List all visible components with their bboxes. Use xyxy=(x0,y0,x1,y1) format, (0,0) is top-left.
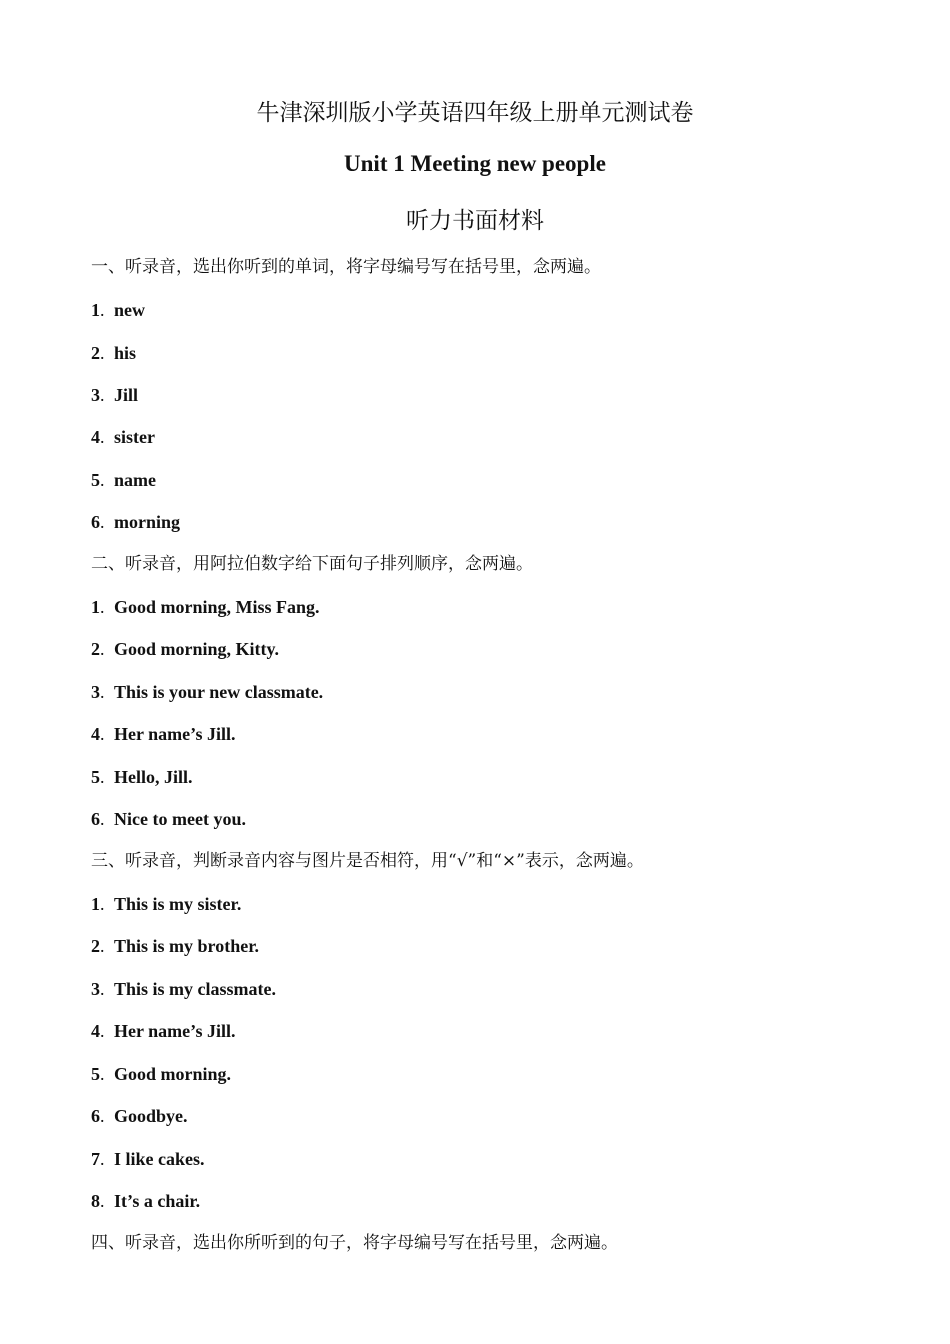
item-text: This is my sister. xyxy=(114,894,242,914)
document-title-cn: 牛津深圳版小学英语四年级上册单元测试卷 xyxy=(256,100,694,126)
list-item xyxy=(91,1019,235,1043)
list-item xyxy=(91,468,156,492)
item-text: Goodbye. xyxy=(114,1106,188,1126)
list-item xyxy=(91,1189,200,1213)
item-separator: . xyxy=(100,936,105,956)
item-number: 6 xyxy=(91,1106,100,1126)
item-number: 3 xyxy=(91,385,100,405)
list-item xyxy=(91,977,276,1001)
item-separator: . xyxy=(100,385,105,405)
item-number: 4 xyxy=(91,1021,100,1041)
item-number: 1 xyxy=(91,894,100,914)
list-item xyxy=(91,425,155,449)
item-text: Nice to meet you. xyxy=(114,809,246,829)
list-item xyxy=(91,595,320,619)
item-text: It’s a chair. xyxy=(114,1191,201,1211)
item-separator: . xyxy=(100,1149,105,1169)
item-separator: . xyxy=(100,682,105,702)
item-number: 5 xyxy=(91,767,100,787)
section-heading-4: 四、听录音，选出你所听到的句子，将字母编号写在括号里，念两遍。 xyxy=(91,1233,618,1253)
item-number: 4 xyxy=(91,427,100,447)
item-text: Good morning, Kitty. xyxy=(114,639,280,659)
item-separator: . xyxy=(100,1106,105,1126)
list-item xyxy=(91,1062,231,1086)
item-separator: . xyxy=(100,639,105,659)
item-separator: . xyxy=(100,597,105,617)
list-item xyxy=(91,383,138,407)
item-separator: . xyxy=(100,512,105,532)
item-number: 1 xyxy=(91,597,100,617)
item-text: name xyxy=(114,470,156,490)
item-number: 3 xyxy=(91,682,100,702)
item-separator: . xyxy=(100,724,105,744)
list-item xyxy=(91,1104,188,1128)
list-item xyxy=(91,934,259,958)
list-item xyxy=(91,722,235,746)
item-text: new xyxy=(114,300,145,320)
item-number: 2 xyxy=(91,343,100,363)
list-item xyxy=(91,298,145,322)
item-text: Her name’s Jill. xyxy=(114,724,236,744)
item-number: 5 xyxy=(91,1064,100,1084)
item-number: 3 xyxy=(91,979,100,999)
item-text: Jill xyxy=(114,385,139,405)
item-text: morning xyxy=(114,512,181,532)
list-item xyxy=(91,765,193,789)
list-item xyxy=(91,510,180,534)
item-separator: . xyxy=(100,343,105,363)
item-text: Good morning. xyxy=(114,1064,232,1084)
list-item xyxy=(91,1147,205,1171)
list-item xyxy=(91,680,323,704)
item-number: 6 xyxy=(91,809,100,829)
section-heading-1: 一、听录音，选出你听到的单词，将字母编号写在括号里，念两遍。 xyxy=(91,257,601,277)
item-separator: . xyxy=(100,979,105,999)
item-number: 2 xyxy=(91,639,100,659)
item-number: 4 xyxy=(91,724,100,744)
item-number: 2 xyxy=(91,936,100,956)
item-number: 5 xyxy=(91,470,100,490)
item-text: sister xyxy=(114,427,155,447)
list-item xyxy=(91,892,241,916)
item-text: This is your new classmate. xyxy=(114,682,324,702)
item-text: his xyxy=(114,343,137,363)
item-number: 7 xyxy=(91,1149,100,1169)
item-separator: . xyxy=(100,1191,105,1211)
list-item xyxy=(91,341,136,365)
item-number: 6 xyxy=(91,512,100,532)
item-number: 8 xyxy=(91,1191,100,1211)
list-item xyxy=(91,807,246,831)
section-heading-2: 二、听录音，用阿拉伯数字给下面句子排列顺序，念两遍。 xyxy=(91,554,533,574)
item-separator: . xyxy=(100,767,105,787)
document-subtitle-cn: 听力书面材料 xyxy=(406,208,544,234)
item-separator: . xyxy=(100,1021,105,1041)
item-text: Good morning, Miss Fang. xyxy=(114,597,320,617)
section-heading-3: 三、听录音，判断录音内容与图片是否相符，用“√”和“×”表示，念两遍。 xyxy=(91,851,644,871)
item-separator: . xyxy=(100,300,105,320)
item-text: I like cakes. xyxy=(114,1149,205,1169)
item-separator: . xyxy=(100,1064,105,1084)
item-text: This is my classmate. xyxy=(114,979,276,999)
item-separator: . xyxy=(100,894,105,914)
item-separator: . xyxy=(100,470,105,490)
document-title-en: Unit 1 Meeting new people xyxy=(344,151,606,176)
item-number: 1 xyxy=(91,300,100,320)
item-text: Her name’s Jill. xyxy=(114,1021,236,1041)
item-separator: . xyxy=(100,809,105,829)
item-separator: . xyxy=(100,427,105,447)
item-text: This is my brother. xyxy=(114,936,260,956)
item-text: Hello, Jill. xyxy=(114,767,193,787)
list-item xyxy=(91,637,279,661)
